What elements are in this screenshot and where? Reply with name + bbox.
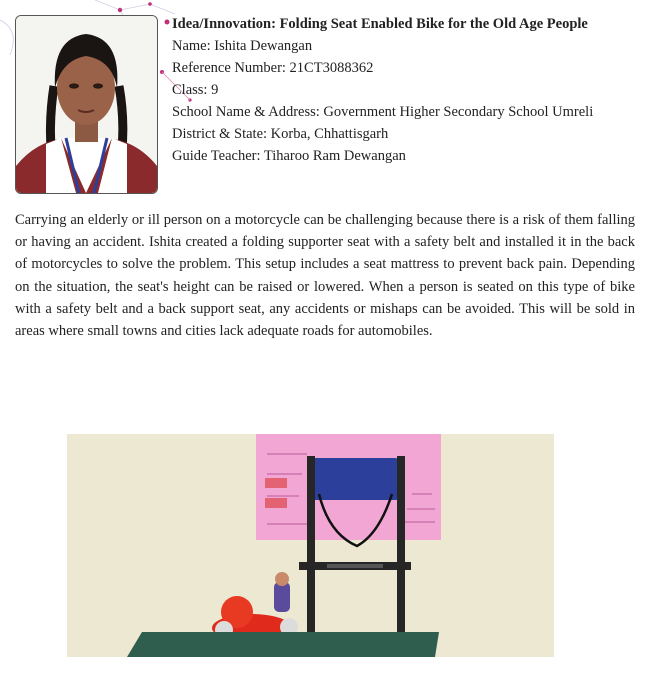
student-portrait [15, 15, 158, 194]
student-info [172, 13, 642, 167]
guide-teacher: Guide Teacher: Tiharoo Ram Dewangan [172, 148, 406, 164]
district-state: District & State: Korba, Chhattisgarh [172, 126, 389, 142]
reference-number: Reference Number: 21CT3088362 [172, 60, 374, 76]
student-name: Name: Ishita Dewangan [172, 38, 313, 54]
innovation-description: Carrying an elderly or ill person on a motorcycle can be challenging because there is a risk of them falling or having an accident. Ishita created a folding supporter seat with a safety belt and installed it in the back of motorcycles to solve the problem. This setup includes a seat mattress to prevent back pain. Depending on the situation, the seat's height can be raised or lowered. When a person is seated on this type of bike with a safety belt and a back support seat, any accidents or mishaps can be avoided. This will be sold in areas where small towns and cities lack adequate roads for automobiles. [15, 212, 635, 340]
innovation-title: Idea/Innovation: Folding Seat Enabled Bike for the Old Age People [172, 16, 588, 32]
school-name-address: School Name & Address: Government Higher Secondary School Umreli [172, 104, 594, 120]
student-class: Class: 9 [172, 82, 219, 98]
prototype-photo [67, 434, 554, 657]
